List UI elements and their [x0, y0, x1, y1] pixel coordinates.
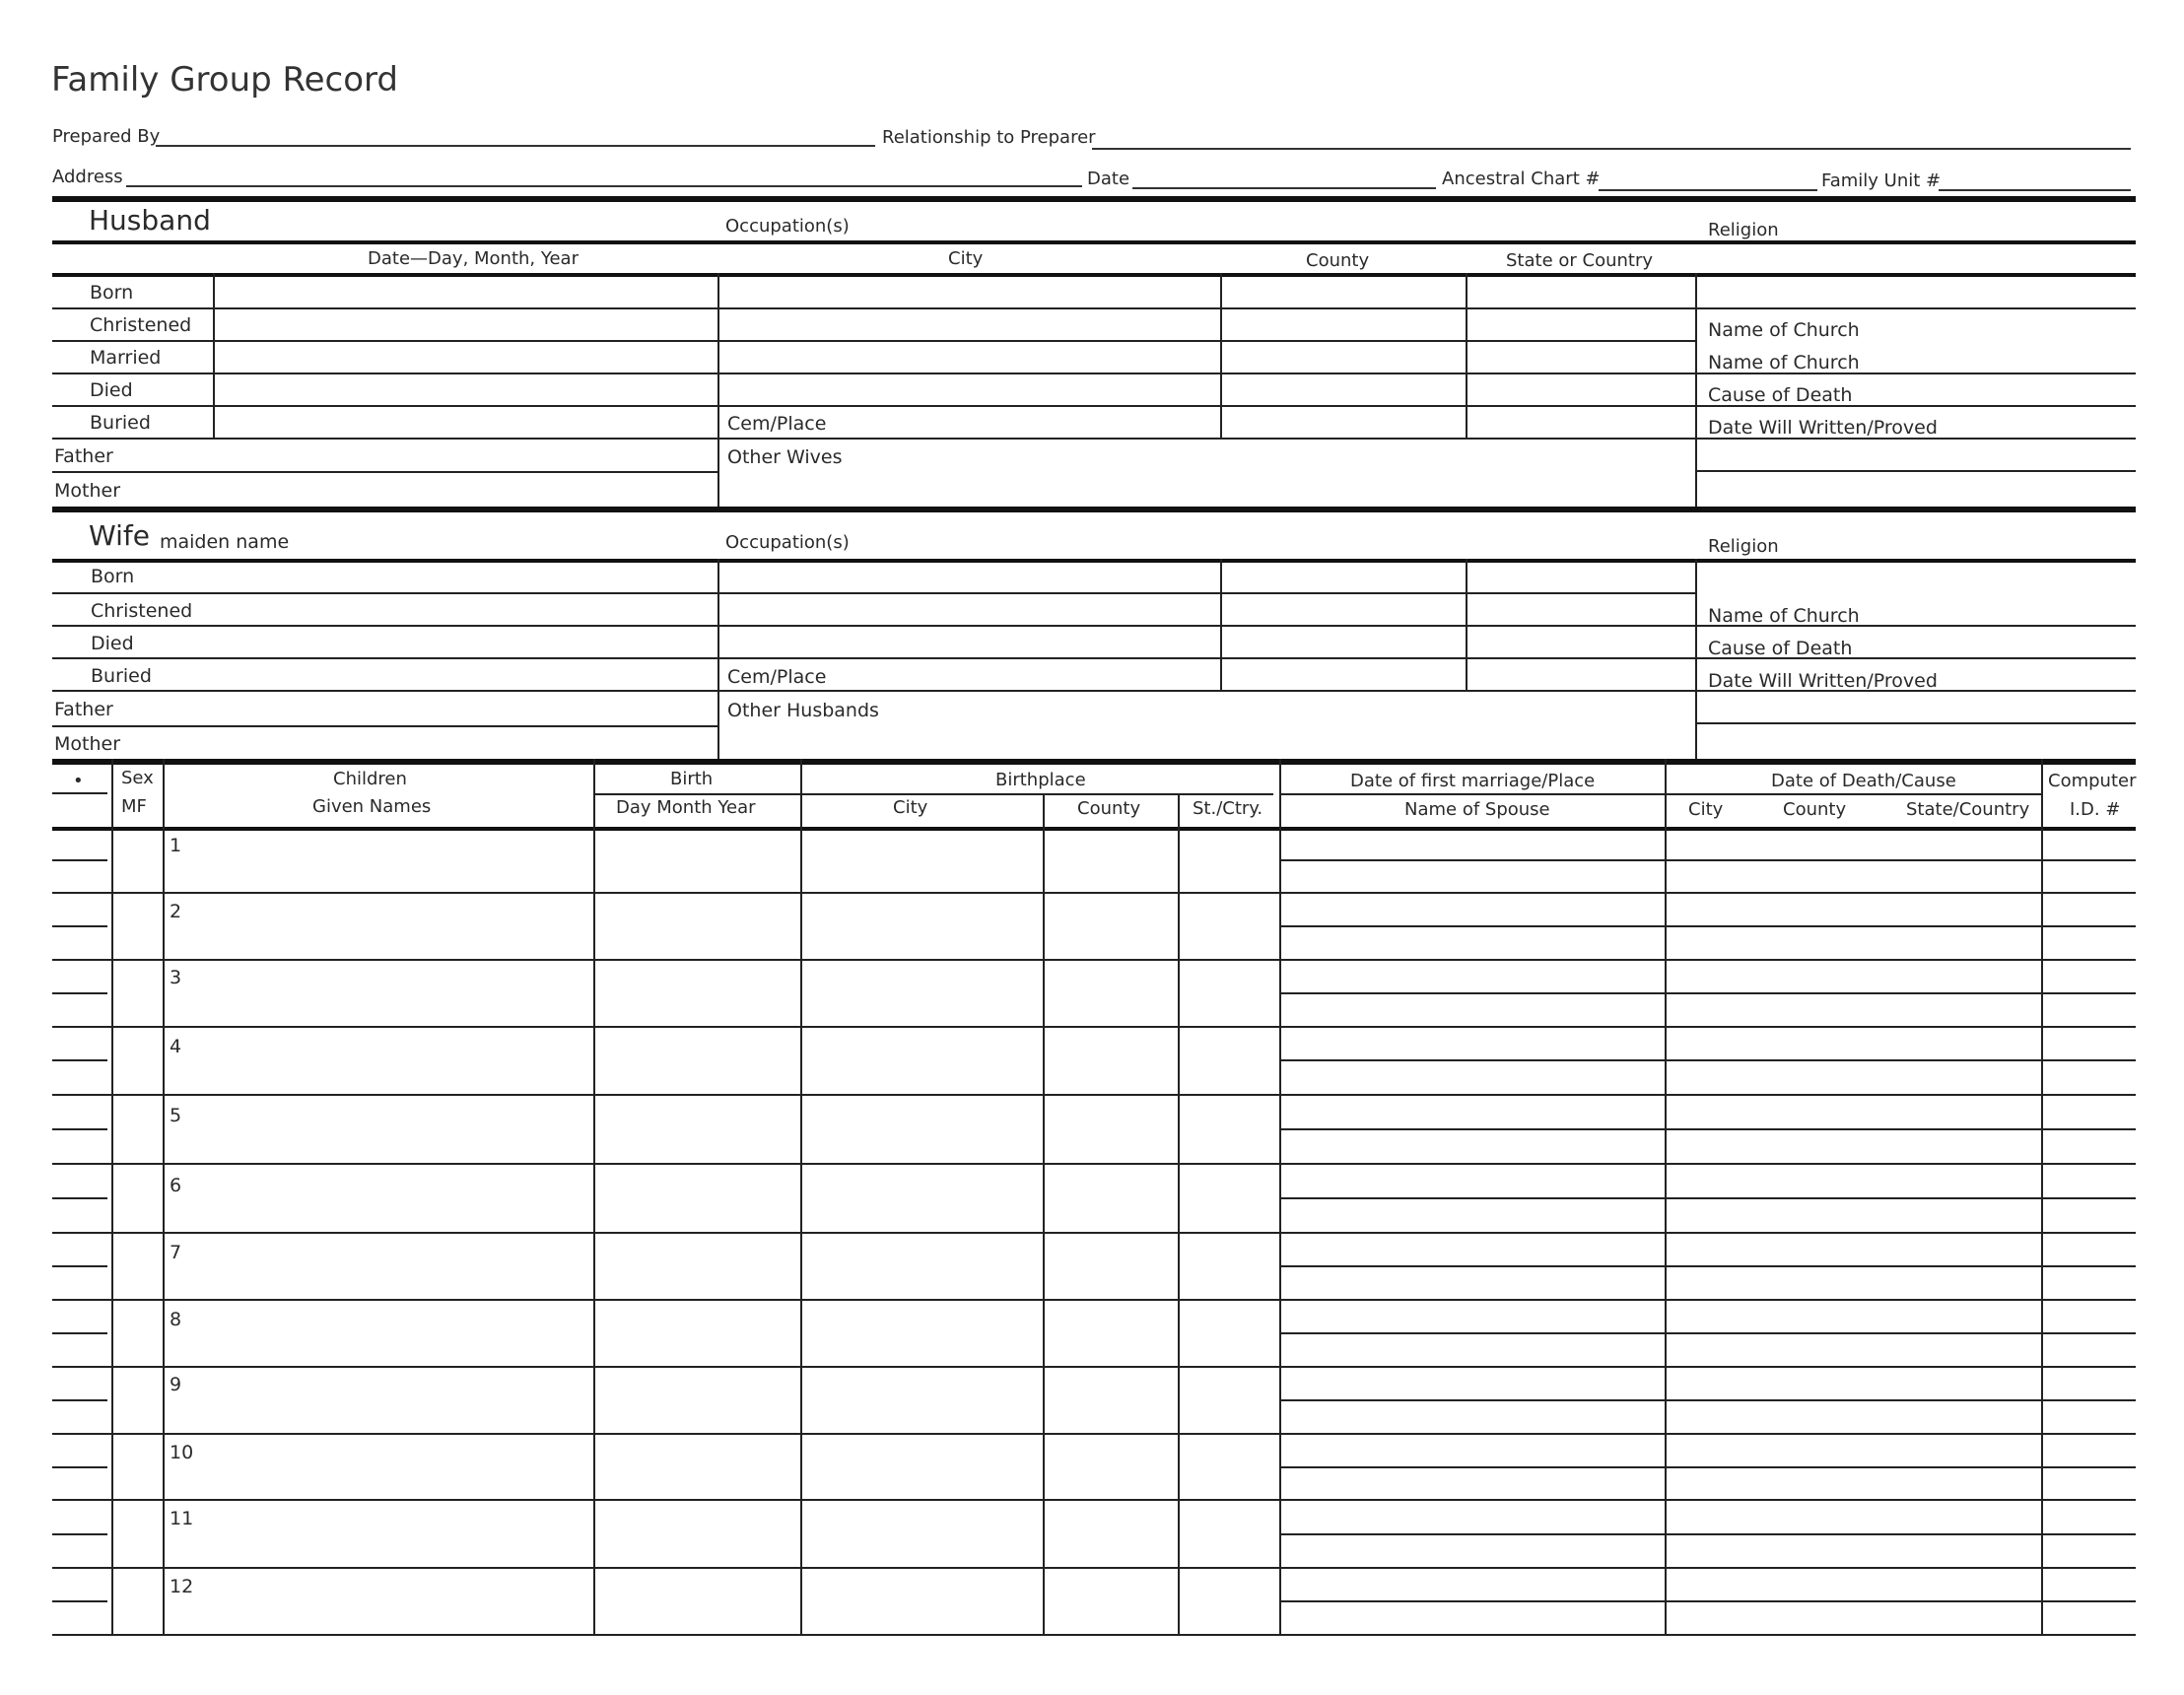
- child-row-rule: [52, 1499, 2136, 1501]
- husband-died-label: Died: [90, 379, 133, 401]
- husband-col-state: State or Country: [1506, 250, 1654, 271]
- wife-born-label: Born: [91, 566, 135, 587]
- wife-col-divider: [717, 559, 719, 759]
- child-subrow-rule: [1279, 1466, 2136, 1468]
- child-row-number: 12: [170, 1576, 194, 1597]
- child-subrow-rule: [52, 1533, 107, 1535]
- child-row-number: 3: [170, 967, 182, 988]
- wife-other-husbands-label: Other Husbands: [727, 700, 879, 721]
- husband-married-label: Married: [90, 347, 162, 369]
- date-label: Date: [1087, 169, 1130, 189]
- child-row-rule: [52, 1299, 2136, 1301]
- child-subrow-rule: [52, 1059, 107, 1061]
- child-subrow-rule: [52, 1399, 107, 1401]
- children-col-birth: Birth: [670, 769, 714, 789]
- child-subrow-rule: [1279, 1399, 2136, 1401]
- children-col-divider: [800, 759, 802, 1634]
- child-row-rule: [52, 1163, 2136, 1165]
- wife-top-rule: [52, 507, 2136, 512]
- child-row-number: 6: [170, 1175, 182, 1196]
- wife-mother-label: Mother: [54, 733, 121, 755]
- children-col-bullet: •: [73, 771, 84, 791]
- wife-buried-label: Buried: [91, 665, 152, 687]
- children-col-county: County: [1077, 798, 1141, 819]
- children-col-given-names: Given Names: [312, 796, 432, 817]
- husband-father-rule: [52, 471, 717, 473]
- child-row-number: 9: [170, 1374, 182, 1395]
- wife-died-label: Died: [91, 633, 134, 654]
- husband-row-rule: [52, 307, 2136, 309]
- children-col-divider: [2041, 759, 2043, 1634]
- child-subrow-rule: [1279, 992, 2136, 994]
- husband-col-city: City: [948, 248, 984, 269]
- child-row-number: 2: [170, 901, 182, 922]
- wife-occupation-label: Occupation(s): [725, 532, 850, 553]
- child-row-rule: [52, 892, 2136, 894]
- child-row-number: 8: [170, 1309, 182, 1330]
- child-row-number: 1: [170, 835, 182, 856]
- child-row-rule: [52, 1433, 2136, 1435]
- children-col-death-state: State/Country: [1906, 799, 2030, 820]
- address-field[interactable]: [126, 185, 1082, 187]
- child-subrow-rule: [52, 859, 107, 861]
- child-subrow-rule: [52, 1466, 107, 1468]
- children-col-divider: [1279, 759, 1281, 1634]
- children-col-death-county: County: [1783, 799, 1847, 820]
- children-col-death: Date of Death/Cause: [1771, 771, 1956, 791]
- relationship-field[interactable]: [1092, 148, 2131, 150]
- child-subrow-rule: [52, 925, 107, 927]
- child-subrow-rule: [1279, 925, 2136, 927]
- child-row-rule: [52, 1567, 2136, 1569]
- children-col-divider: [1178, 793, 1180, 1634]
- husband-buried-label: Buried: [90, 412, 151, 434]
- children-col-stctry: St./Ctry.: [1193, 798, 1263, 819]
- husband-col-divider: [1220, 273, 1222, 438]
- family-unit-field[interactable]: [1939, 189, 2131, 191]
- wife-church-label: Name of Church: [1708, 605, 1860, 627]
- children-top-rule: [52, 759, 2136, 765]
- ancestral-chart-field[interactable]: [1599, 189, 1817, 191]
- wife-will-label: Date Will Written/Proved: [1708, 670, 1938, 692]
- child-row-number: 10: [170, 1442, 194, 1463]
- husband-heading: Husband: [89, 204, 211, 237]
- children-col-birth-sub: Day Month Year: [616, 797, 756, 818]
- prepared-by-label: Prepared By: [52, 126, 161, 147]
- wife-col-divider: [1466, 559, 1467, 690]
- children-col-divider: [111, 759, 113, 1634]
- children-col-divider: [593, 759, 595, 1634]
- husband-col-divider: [717, 273, 719, 507]
- children-col-death-city: City: [1688, 799, 1724, 820]
- husband-colhead-rule: [52, 273, 2136, 277]
- husband-father-label: Father: [54, 445, 113, 467]
- husband-header-rule: [52, 240, 2136, 244]
- husband-church-label: Name of Church: [1708, 319, 1860, 341]
- child-row-number: 7: [170, 1242, 182, 1263]
- wife-col-divider: [1695, 559, 1697, 759]
- prepared-by-field[interactable]: [156, 145, 875, 147]
- family-unit-label: Family Unit #: [1821, 170, 1942, 191]
- child-subrow-rule: [1279, 1600, 2136, 1602]
- child-row-number: 5: [170, 1105, 182, 1126]
- husband-church-label-2: Name of Church: [1708, 352, 1860, 373]
- wife-cem-place-label: Cem/Place: [727, 666, 827, 688]
- husband-col-date: Date—Day, Month, Year: [368, 248, 579, 269]
- ancestral-chart-label: Ancestral Chart #: [1442, 169, 1601, 189]
- husband-mother-label: Mother: [54, 480, 121, 502]
- husband-will-label: Date Will Written/Proved: [1708, 417, 1938, 439]
- children-subheader-rule: [1279, 793, 1661, 795]
- children-header-bottom-rule: [52, 827, 2136, 831]
- children-col-birthplace: Birthplace: [995, 770, 1086, 790]
- husband-col-divider: [1466, 273, 1467, 438]
- wife-col-divider: [1220, 559, 1222, 690]
- children-subheader-rule: [593, 793, 1273, 795]
- husband-cause-of-death-label: Cause of Death: [1708, 384, 1853, 406]
- children-subheader-rule: [52, 792, 107, 794]
- child-subrow-rule: [52, 992, 107, 994]
- children-col-divider: [1043, 793, 1045, 1634]
- child-subrow-rule: [1279, 1533, 2136, 1535]
- date-field[interactable]: [1132, 187, 1436, 189]
- wife-header-rule: [52, 559, 2136, 563]
- child-subrow-rule: [1279, 859, 2136, 861]
- child-subrow-rule: [1279, 1128, 2136, 1130]
- child-subrow-rule: [1279, 1059, 2136, 1061]
- child-subrow-rule: [52, 1265, 107, 1267]
- children-col-city: City: [893, 797, 928, 818]
- husband-cem-place-label: Cem/Place: [727, 413, 827, 435]
- children-col-mf: MF: [121, 796, 147, 817]
- children-col-divider: [1665, 759, 1667, 1634]
- wife-row-rule: [52, 592, 1695, 594]
- child-row-rule: [52, 959, 2136, 961]
- address-label: Address: [52, 167, 123, 187]
- child-row-rule: [52, 1232, 2136, 1234]
- child-subrow-rule: [1279, 1265, 2136, 1267]
- children-subheader-rule: [1661, 793, 2041, 795]
- husband-col-divider: [1695, 273, 1697, 507]
- children-col-sex: Sex: [121, 768, 154, 788]
- wife-heading: Wife: [89, 519, 150, 552]
- children-col-divider: [163, 759, 165, 1634]
- children-col-id: I.D. #: [2070, 799, 2121, 820]
- wife-maiden-name-label: maiden name: [160, 531, 290, 553]
- husband-christened-label: Christened: [90, 314, 192, 336]
- husband-born-label: Born: [90, 282, 134, 304]
- children-col-spouse: Name of Spouse: [1404, 799, 1550, 820]
- relationship-label: Relationship to Preparer: [882, 127, 1096, 148]
- husband-other-wives-label: Other Wives: [727, 446, 843, 468]
- child-row-number: 4: [170, 1036, 182, 1057]
- husband-col-county: County: [1306, 250, 1370, 271]
- child-row-rule: [52, 1094, 2136, 1096]
- child-row-rule: [52, 1634, 2136, 1636]
- husband-col-divider: [213, 273, 215, 438]
- child-subrow-rule: [52, 1197, 107, 1199]
- children-col-computer: Computer: [2048, 771, 2137, 791]
- child-subrow-rule: [1279, 1197, 2136, 1199]
- husband-religion-label: Religion: [1708, 220, 1779, 240]
- husband-top-rule: [52, 196, 2136, 202]
- wife-christened-label: Christened: [91, 600, 193, 622]
- page-title: Family Group Record: [51, 60, 399, 100]
- wife-religion-label: Religion: [1708, 536, 1779, 557]
- husband-occupation-label: Occupation(s): [725, 216, 850, 237]
- child-row-rule: [52, 1026, 2136, 1028]
- child-subrow-rule: [52, 1600, 107, 1602]
- husband-row-rule: [52, 340, 1695, 342]
- child-subrow-rule: [52, 1128, 107, 1130]
- child-row-rule: [52, 1366, 2136, 1368]
- wife-row-rule: [1695, 722, 2136, 724]
- children-col-children: Children: [333, 769, 407, 789]
- husband-row-rule: [1695, 470, 2136, 472]
- wife-father-rule: [52, 725, 717, 727]
- child-subrow-rule: [1279, 1332, 2136, 1334]
- children-col-marriage: Date of first marriage/Place: [1350, 771, 1596, 791]
- wife-father-label: Father: [54, 699, 113, 720]
- child-subrow-rule: [52, 1332, 107, 1334]
- child-row-number: 11: [170, 1508, 194, 1529]
- wife-cause-of-death-label: Cause of Death: [1708, 638, 1853, 659]
